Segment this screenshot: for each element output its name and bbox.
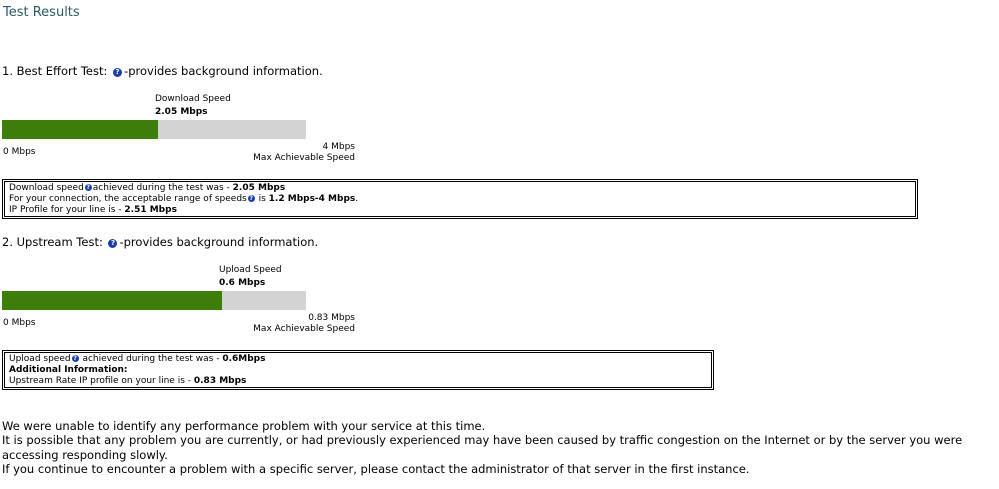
summary-line-1: We were unable to identify any performance problem with your service at this time. — [2, 419, 486, 433]
upload-scale-max-value: 0.83 Mbps — [308, 313, 355, 323]
summary-text — [2, 419, 992, 476]
upload-speed-bar — [2, 291, 306, 310]
download-scale-max — [205, 142, 355, 164]
download-speed-value: 2.05 Mbps — [155, 107, 208, 117]
upload-speed-bar-fill — [2, 291, 222, 310]
download-speed-bar-fill — [2, 120, 158, 139]
help-icon[interactable]: ? — [86, 184, 91, 191]
upload-details-box — [2, 350, 714, 390]
download-details-line-1: Download speed ? achieved during the test was - 2.05 Mbps — [9, 183, 286, 193]
best-effort-heading-text: 1. Best Effort Test: — [2, 64, 108, 78]
upload-details-line-3: Upstream Rate IP profile on your line is - 0.83 Mbps — [9, 376, 247, 386]
best-effort-heading-suffix: -provides background information. — [124, 64, 323, 78]
help-icon[interactable]: ? — [108, 239, 117, 248]
best-effort-heading — [2, 64, 323, 78]
download-scale-min: 0 Mbps — [3, 147, 36, 157]
download-scale-max-caption: Max Achievable Speed — [253, 153, 355, 163]
download-details-box — [2, 179, 918, 219]
download-scale-max-value: 4 Mbps — [322, 142, 355, 152]
upstream-heading — [2, 235, 318, 249]
download-details-line-2: For your connection, the acceptable range of speeds ? is 1.2 Mbps-4 Mbps. — [9, 194, 359, 204]
download-details-line-3: IP Profile for your line is - 2.51 Mbps — [9, 205, 177, 215]
upstream-heading-text: 2. Upstream Test: — [2, 235, 103, 249]
upload-scale-max-caption: Max Achievable Speed — [253, 324, 355, 334]
upload-details-content — [4, 352, 712, 388]
upload-details-line-2: Additional Information: — [9, 365, 128, 375]
download-details-content — [4, 181, 916, 217]
upload-speed-value: 0.6 Mbps — [219, 278, 266, 288]
help-icon[interactable]: ? — [113, 68, 122, 77]
upload-speed-label — [219, 264, 282, 290]
upload-scale-max — [205, 313, 355, 335]
download-speed-bar — [2, 120, 306, 139]
summary-line-3: If you continue to encounter a problem with a specific server, please contact the administrator of that server in the first instance. — [2, 461, 750, 476]
page-title: Test Results — [3, 5, 80, 20]
summary-line-2: It is possible that any problem you are currently, or had previously experienced may have been caused by traffic congestion on the Internet or by the server you were accessing responding slowly. — [2, 433, 963, 462]
download-speed-label — [155, 93, 231, 119]
help-icon[interactable]: ? — [73, 355, 77, 362]
upstream-heading-suffix: -provides background information. — [119, 235, 319, 249]
download-speed-title: Download Speed — [155, 94, 231, 104]
upload-speed-title: Upload Speed — [219, 265, 282, 275]
upload-scale-min: 0 Mbps — [3, 318, 36, 328]
upload-details-line-1: Upload speed ? achieved during the test was - 0.6Mbps — [9, 354, 266, 364]
help-icon[interactable]: ? — [249, 195, 253, 202]
